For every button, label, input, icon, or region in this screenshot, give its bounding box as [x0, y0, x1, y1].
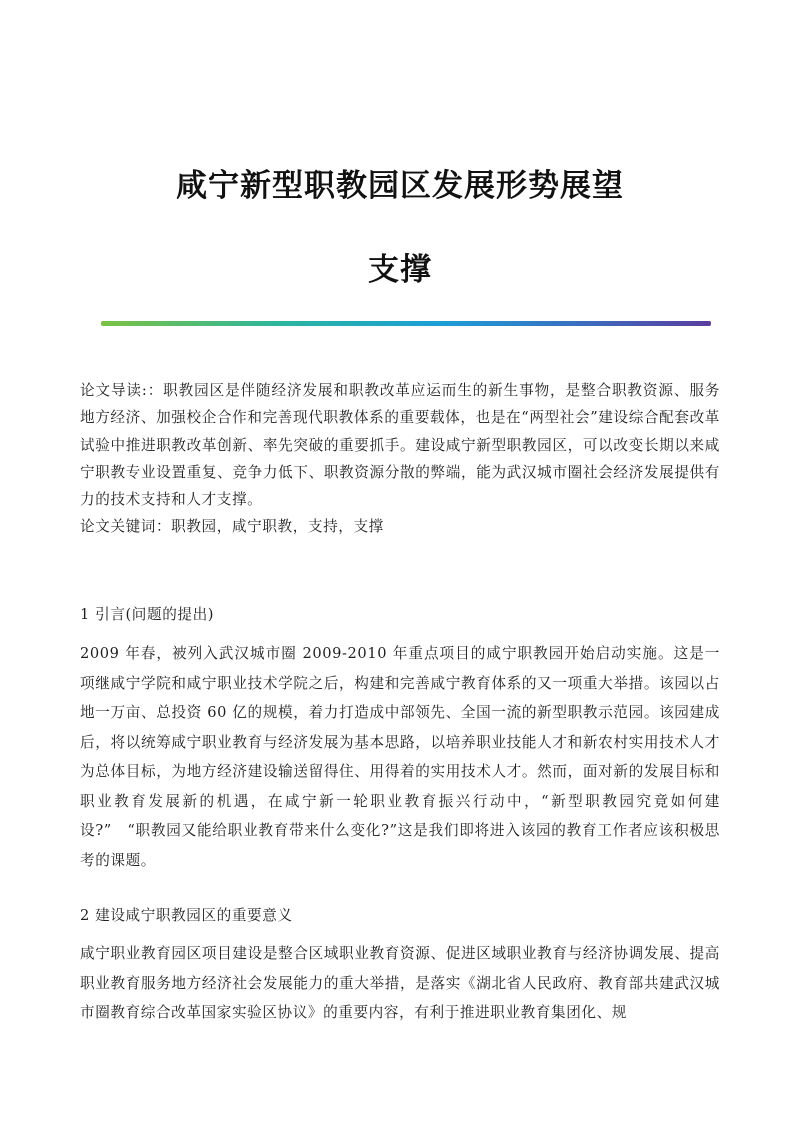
- abstract-block: [80, 377, 720, 541]
- section-1-heading: 1 引言(问题的提出): [80, 606, 215, 623]
- title-divider: [101, 321, 711, 326]
- document-title: 咸宁新型职教园区发展形势展望: [176, 168, 624, 204]
- document-subtitle: 支撑: [368, 252, 432, 288]
- section-1-body: 2009 年春，被列入武汉城市圈 2009-2010 年重点项目的咸宁职教园开始启动实施。这是一项继咸宁学院和咸宁职业技术学院之后，构建和完善咸宁教育体系的又一项重大举措。该园以占地一万亩、总投资 60 亿的规模，着力打造成中部领先、全国一流的新型职教示范园。该园建成后，将以统筹咸宁职业教育与经济发展为基本思路，以培养职业技能人才和新农村实用技术人才为总体目标，为地方经济建设输送留得住、用得着的实用技术人才。然而，面对新的发展目标和职业教育发展新的机遇，在咸宁新一轮职业教育振兴行动中，“新型职教园究竟如何建设?” “职教园又能给职业教育带来什么变化?”这是我们即将进入该园的教育工作者应该积极思考的课题。: [80, 645, 720, 869]
- abstract-text: 论文导读:：职教园区是伴随经济发展和职教改革应运而生的新生事物，是整合职教资源、服务地方经济、加强校企合作和完善现代职教体系的重要载体，也是在“两型社会”建设综合配套改革试验中推进职教改革创新、率先突破的重要抓手。建设咸宁新型职教园区，可以改变长期以来咸宁职教专业设置重复、竞争力低下、职教资源分散的弊端，能为武汉城市圈社会经济发展提供有力的技术支持和人才支撑。: [80, 382, 720, 509]
- section-2-body: 咸宁职业教育园区项目建设是整合区域职业教育资源、促进区域职业教育与经济协调发展、提高职业教育服务地方经济社会发展能力的重大举措，是落实《湖北省人民政府、教育部共建武汉城市圈教育综合改革国家实验区协议》的重要内容，有利于推进职业教育集团化、规: [80, 945, 720, 1021]
- keywords-text: 论文关键词：职教园，咸宁职教，支持，支撑: [80, 518, 384, 536]
- section-2-heading: 2 建设咸宁职教园区的重要意义: [80, 907, 293, 924]
